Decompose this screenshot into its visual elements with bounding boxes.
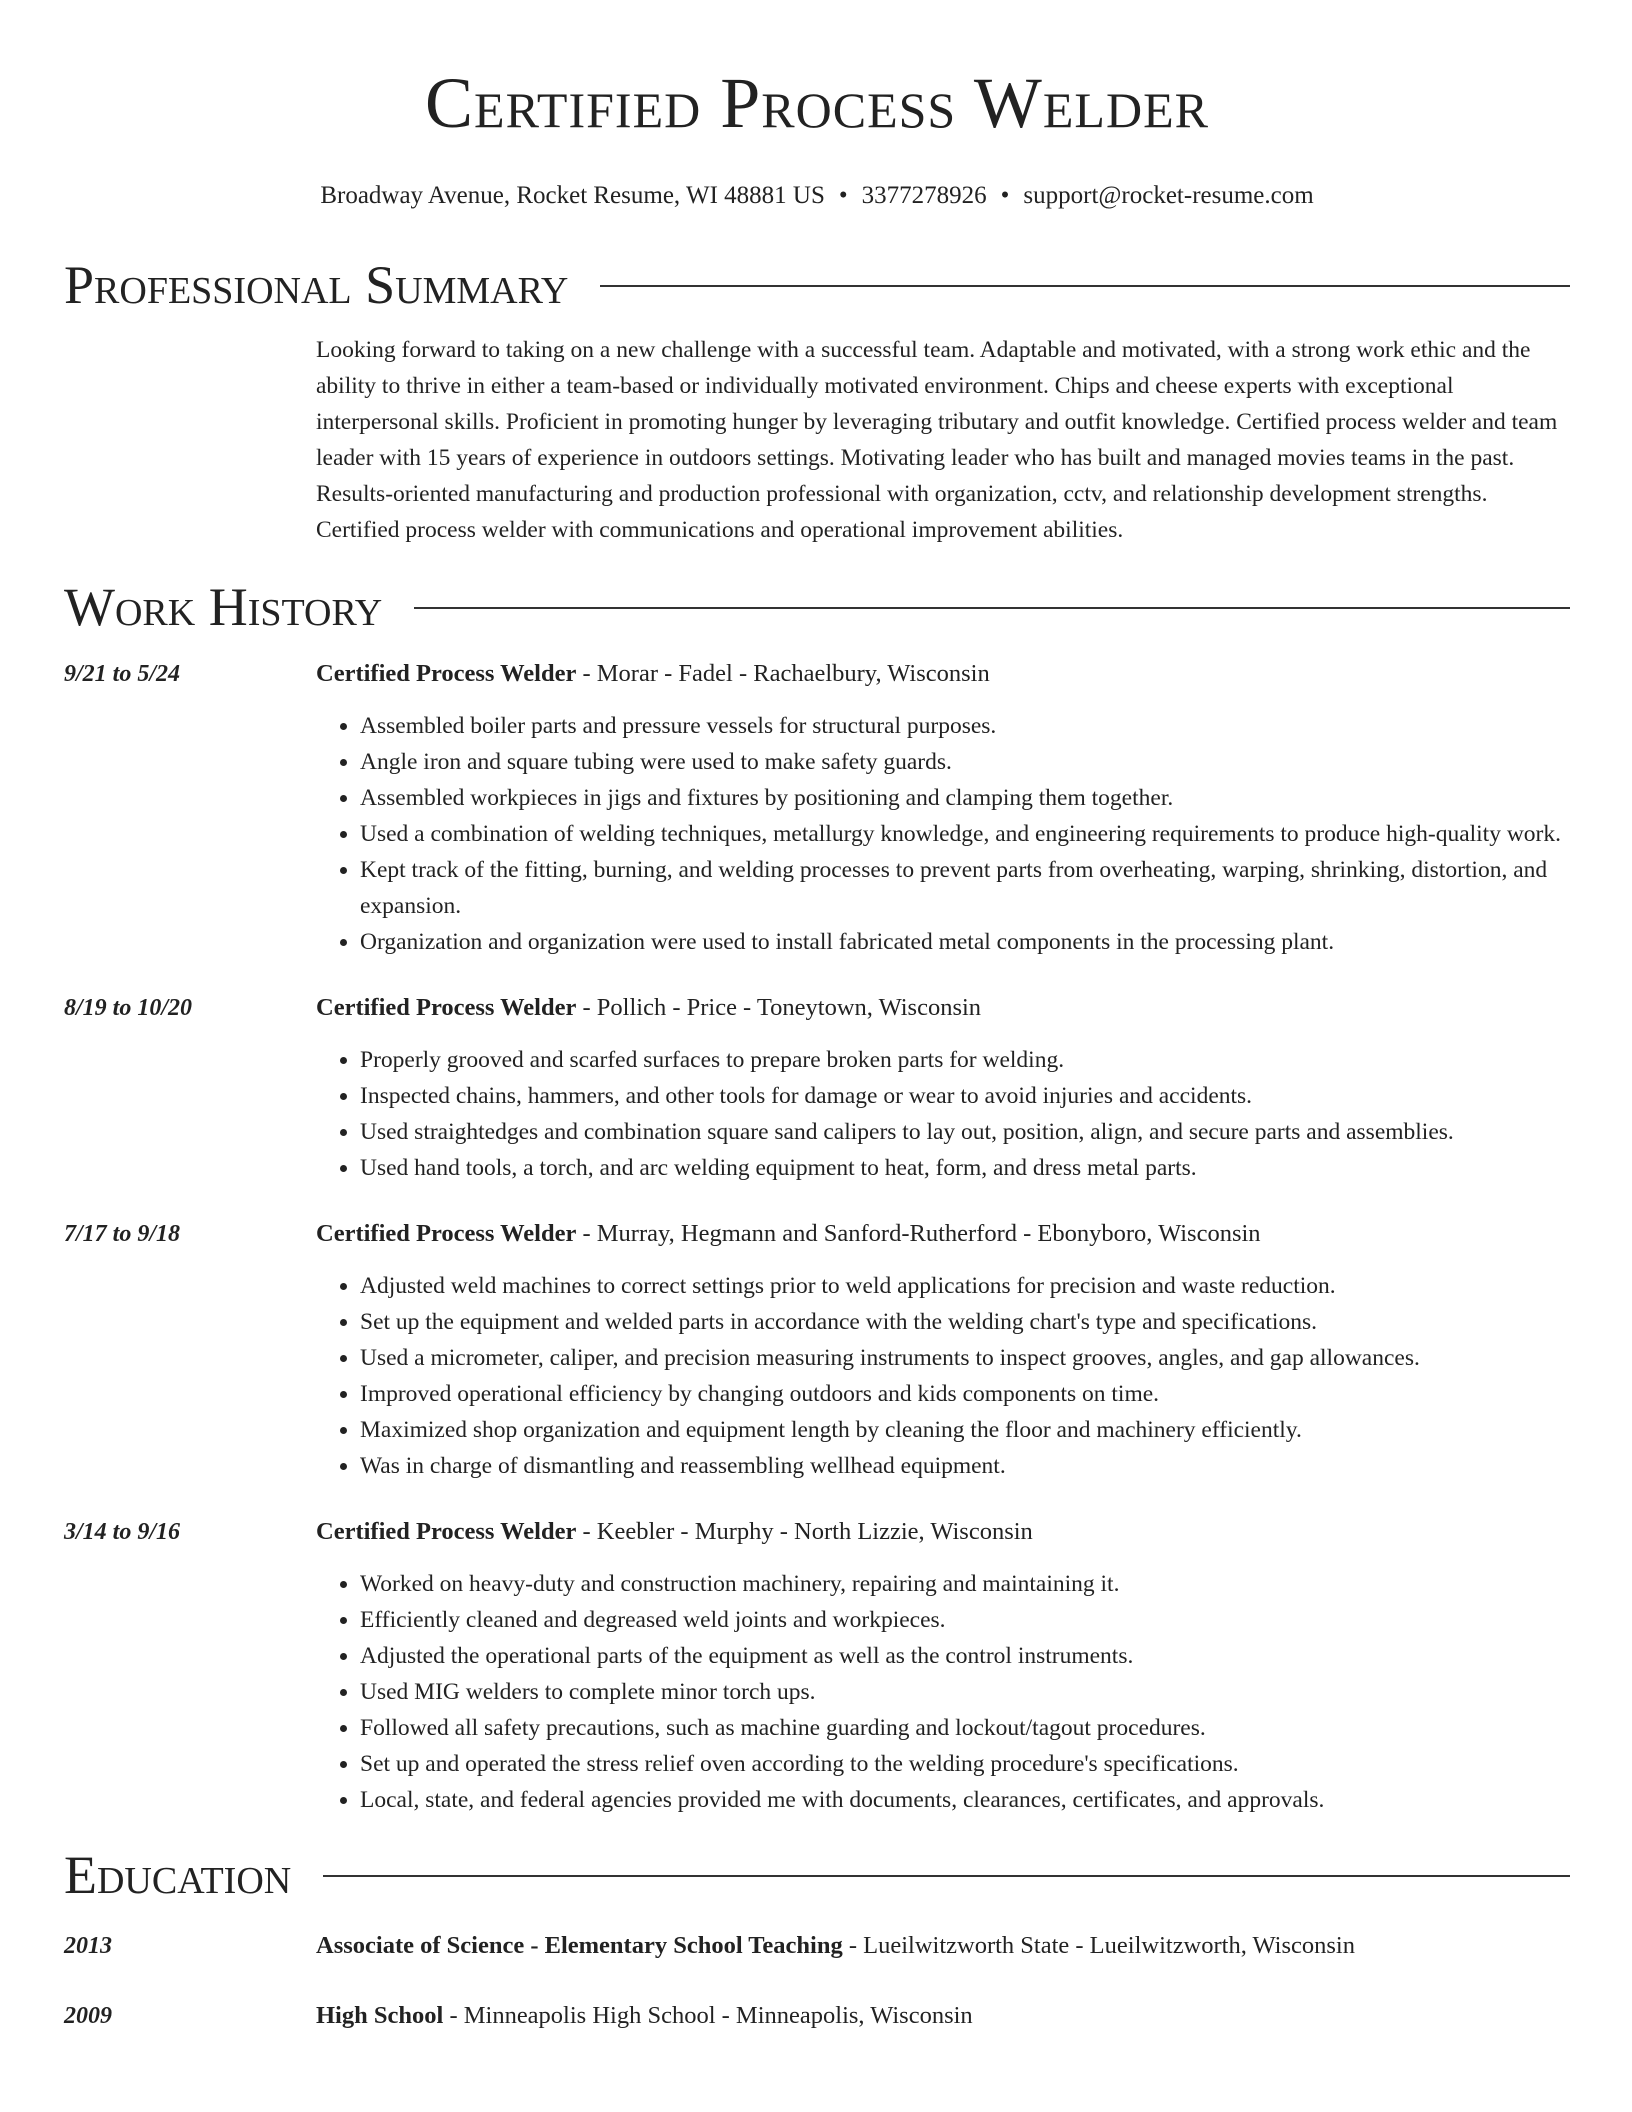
job-bullet: • Organization and organization were used to install fabricated metal components in the processing plant. [360,924,1570,960]
job-bullet: • Worked on heavy-duty and construction machinery, repairing and maintaining it. [360,1566,1570,1602]
contact-separator: • [838,182,848,209]
contact-address: Broadway Avenue, Rocket Resume, WI 48881 US [320,182,825,209]
job-bullet: • Improved operational efficiency by changing outdoors and kids components on time. [360,1376,1570,1412]
job-bullet: • Set up and operated the stress relief oven according to the welding procedure's specifications. [360,1746,1570,1782]
job-bullet: • Used straightedges and combination square sand calipers to lay out, position, align, and secure parts and assemblies. [360,1114,1570,1150]
job-body [316,1216,1570,1484]
section-divider [600,285,1570,287]
job-bullets [316,1566,1570,1818]
job-bullet: • Local, state, and federal agencies provided me with documents, clearances, certificates, and approvals. [360,1782,1570,1818]
education-section-header [64,1844,1570,1906]
job-bullet: • Set up the equipment and welded parts in accordance with the welding chart's type and specifications. [360,1304,1570,1340]
job-bullet: • Was in charge of dismantling and reassembling wellhead equipment. [360,1448,1570,1484]
job-employer: - Keebler - Murphy - North Lizzie, Wisconsin [576,1518,1033,1545]
job-title-line [316,656,1570,692]
job-bullet: • Used MIG welders to complete minor torch ups. [360,1674,1570,1710]
resume-name: Certified Process Welder [425,63,1209,143]
education-entry [64,1928,1570,1964]
contact-line [64,178,1570,214]
job-bullet: • Used hand tools, a torch, and arc welding equipment to heat, form, and dress metal parts. [360,1150,1570,1186]
job-bullet: • Assembled boiler parts and pressure vessels for structural purposes. [360,708,1570,744]
job-body [316,656,1570,960]
job-employer: - Pollich - Price - Toneytown, Wisconsin [576,994,982,1021]
job-role: Certified Process Welder [316,1220,577,1247]
education-year: 2009 [64,2003,112,2029]
contact-phone: 3377278926 [861,182,987,209]
job-bullet: • Assembled workpieces in jigs and fixtures by positioning and clamping them together. [360,780,1570,816]
education-school: - Minneapolis High School - Minneapolis, Wisconsin [443,2002,973,2029]
job-dates: 7/17 to 9/18 [64,1221,181,1247]
section-divider [414,607,1570,609]
job-body [316,1514,1570,1818]
education-degree: Associate of Science - Elementary School Teaching [316,1932,843,1959]
job-bullet: • Kept track of the fitting, burning, and welding processes to prevent parts from overheating, warping, shrinking, distortion, and expansion. [360,852,1570,924]
summary-text: Looking forward to taking on a new challenge with a successful team. Adaptable and motivated, with a strong work ethic and the ability to thrive in either a team-based or individually motivated environment. Chips and cheese experts with exceptional interpersonal skills. Proficient in promoting hunger by leveraging tributary and outfit knowledge. Certified process welder and team leader with 15 years of experience in outdoors settings. Motivating leader who has built and managed movies teams in the past. Results-oriented manufacturing and production professional with organization, cctv, and relationship development strengths. Certified process welder with communications and operational improvement abilities. [316,337,1558,543]
job-dates: 9/21 to 5/24 [64,661,181,687]
job-bullet: • Adjusted weld machines to correct settings prior to weld applications for precision and waste reduction. [360,1268,1570,1304]
section-divider [323,1875,1570,1877]
education-degree: High School [316,2002,444,2029]
job-bullets [316,1042,1570,1186]
job-employer: - Murray, Hegmann and Sanford-Rutherford - Ebonyboro, Wisconsin [576,1220,1261,1247]
job-dates: 8/19 to 10/20 [64,995,193,1021]
job-bullet: • Maximized shop organization and equipment length by cleaning the floor and machinery efficiently. [360,1412,1570,1448]
job-role: Certified Process Welder [316,994,577,1021]
job-title-line [316,990,1570,1026]
job-bullet: • Adjusted the operational parts of the equipment as well as the control instruments. [360,1638,1570,1674]
work-section-title: Work History [64,577,383,637]
education-body [316,1928,1570,1964]
job-bullet: • Properly grooved and scarfed surfaces to prepare broken parts for welding. [360,1042,1570,1078]
job-bullet: • Used a combination of welding techniques, metallurgy knowledge, and engineering requirements to produce high-quality work. [360,816,1570,852]
job-title-line [316,1514,1570,1550]
job-role: Certified Process Welder [316,1518,577,1545]
job-entry [64,990,1570,1186]
summary-section-title: Professional Summary [64,255,569,315]
job-entry [64,1514,1570,1818]
education-entry [64,1998,1570,2034]
education-body [316,1998,1570,2034]
work-section-header [64,576,1570,638]
job-entry [64,1216,1570,1484]
summary-section-header [64,254,1570,316]
job-bullet: • Efficiently cleaned and degreased weld joints and workpieces. [360,1602,1570,1638]
job-bullets [316,708,1570,960]
education-school: - Lueilwitzworth State - Lueilwitzworth, Wisconsin [842,1932,1355,1959]
job-title-line [316,1216,1570,1252]
job-bullet: • Followed all safety precautions, such as machine guarding and lockout/tagout procedures. [360,1710,1570,1746]
education-section-title: Education [64,1845,292,1905]
job-employer: - Morar - Fadel - Rachaelbury, Wisconsin [576,660,990,687]
job-entry [64,656,1570,960]
job-role: Certified Process Welder [316,660,577,687]
education-year: 2013 [64,1933,112,1959]
job-bullet: • Angle iron and square tubing were used to make safety guards. [360,744,1570,780]
contact-separator: • [1000,182,1010,209]
job-dates: 3/14 to 9/16 [64,1519,181,1545]
job-bullets [316,1268,1570,1484]
job-bullet: • Used a micrometer, caliper, and precision measuring instruments to inspect grooves, angles, and gap allowances. [360,1340,1570,1376]
job-bullet: • Inspected chains, hammers, and other tools for damage or wear to avoid injuries and accidents. [360,1078,1570,1114]
contact-email: support@rocket-resume.com [1023,182,1314,209]
job-body [316,990,1570,1186]
